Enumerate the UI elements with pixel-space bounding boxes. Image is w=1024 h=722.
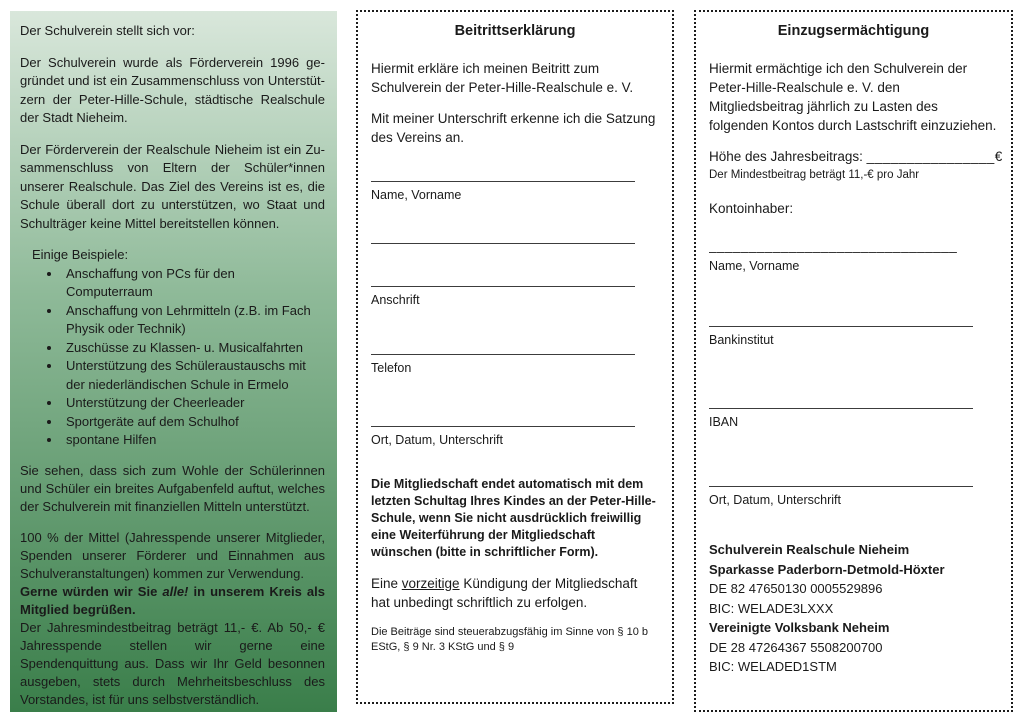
write-line-bank: [709, 326, 973, 327]
examples-title: Einige Beispiele:: [32, 247, 129, 262]
field-label-phone: Telefon: [371, 361, 412, 375]
bank-detail-line: BIC: WELADE3LXXX: [709, 600, 834, 616]
write-line-signature: [709, 486, 973, 487]
write-line-address-2: [371, 286, 635, 287]
field-label-iban: IBAN: [709, 415, 739, 429]
example-item: • Anschaffung von Lehrmitteln (z.B. im Fach Physik oder Technik): [62, 302, 325, 339]
example-item: • Zuschüsse zu Klassen- u. Musicalfahrten: [62, 339, 325, 358]
intro-paragraph-founding: Der Schulverein wurde als Förderverein 1996 gegründet und ist ein Zusammenschluss von Unterstützern der Peter-Hille-Schule, städtische Realschule der Stadt Nieheim.: [20, 54, 325, 125]
invite-text-suffix: in unserem Kreis als Mitglied begrüßen.: [20, 583, 325, 617]
membership-form-title: Beitrittserklärung: [454, 23, 576, 39]
bank-detail-line: Schulverein Realschule Nieheim: [709, 542, 910, 557]
invite-text-emphasis: alle!: [162, 583, 189, 599]
cancellation-text-suffix: Kündigung der Mitgliedschaft hat unbedingt schriftlich zu erfolgen.: [371, 575, 638, 610]
field-label-name: Name, Vorname: [709, 259, 800, 273]
cancellation-text-underlined: vorzeitige: [401, 575, 460, 591]
fee-paragraph: Der Jahresmindestbeitrag beträgt 11,- €. Ab 50,- € Jahresspende stellen wir gerne eine Spendenquittung aus. Dass wir Ihr Geld besonnen ausgeben, stets durch Mehrheitsbeschluss des Vorstandes, ist für uns selbstverständlich.: [20, 619, 325, 707]
membership-declaration-panel: [356, 10, 674, 704]
bank-detail-line: DE 82 47650130 0005529896: [709, 581, 883, 596]
membership-signature-text: Mit meiner Unterschrift erkenne ich die Satzung des Vereins an.: [371, 111, 656, 145]
invite-paragraph: [20, 583, 325, 619]
annual-fee-blank: ________________: [866, 149, 995, 164]
example-item: • Anschaffung von PCs für den Computerraum: [62, 265, 325, 302]
examples-list: [20, 265, 325, 450]
field-label-address: Anschrift: [371, 293, 420, 307]
tax-deduction-note: Die Beiträge sind steuerabzugsfähig im Sinne von § 10 b EStG, § 9 Nr. 3 KStG und § 9: [371, 626, 649, 653]
association-intro-panel: [10, 11, 337, 712]
intro-paragraph-purpose: Der Förderverein der Realschule Nieheim ist ein Zusammenschluss von Eltern der Schüler*innen unserer Realschule. Das Ziel des Vereins ist es, die Schule überall dort zu unterstützen, wo Staat und Schulträger keine Mittel bereitstellen können.: [20, 141, 325, 231]
intro-title: Der Schulverein stellt sich vor:: [20, 23, 195, 38]
example-item: • Sportgeräte auf dem Schulhof: [62, 413, 325, 432]
membership-declaration-text: Hiermit erkläre ich meinen Beitritt zum Schulverein der Peter-Hille-Realschule e. V.: [371, 61, 634, 95]
summary-paragraph: Sie sehen, dass sich zum Wohle der Schülerinnen und Schüler ein breites Aufgabenfeld auftut, welches der Schulverein mit finanziellen Mitteln unterstützt.: [20, 462, 325, 514]
cancellation-note: [371, 574, 659, 612]
write-line-name: [371, 181, 635, 182]
annual-fee-row: [709, 147, 1003, 166]
bank-detail-line: DE 28 47264367 5508200700: [709, 639, 883, 655]
debit-authorization-text: Hiermit ermächtige ich den Schulverein der Peter-Hille-Realschule e. V. den Mitgliedsbeitrag jährlich zu Lasten des folgenden Kontos durch Lastschrift einzuziehen.: [709, 61, 997, 133]
debit-form-title: Einzugsermächtigung: [777, 23, 930, 39]
annual-fee-label: Höhe des Jahresbeitrags:: [709, 149, 867, 164]
bank-detail-line: BIC: WELADED1STM: [709, 659, 837, 674]
example-item: • spontane Hilfen: [62, 431, 325, 450]
field-label-signature: Ort, Datum, Unterschrift: [371, 433, 503, 447]
write-line-holder-name: _______________________________: [709, 238, 958, 253]
bank-details-block: [709, 540, 998, 677]
cancellation-text-prefix: Eine: [371, 575, 402, 591]
funds-paragraph: 100 % der Mittel (Jahresspende unserer Mitglieder, Spenden unserer Förderer und Einnahmen aus Schulveranstaltungen) kommen zur Verwendung.: [20, 529, 325, 581]
bank-detail-line: Sparkasse Paderborn-Detmold-Höxter: [709, 561, 945, 577]
direct-debit-panel: [694, 10, 1013, 712]
currency-symbol: €: [994, 149, 1003, 164]
write-line-phone: [371, 354, 635, 355]
field-label-bank: Bankinstitut: [709, 333, 774, 347]
invite-text-prefix: Gerne würden wir Sie: [20, 583, 163, 599]
account-holder-label: Kontoinhaber:: [709, 201, 794, 216]
write-line-address-1: [371, 243, 635, 244]
bank-detail-line: Vereinigte Volksbank Neheim: [709, 620, 890, 635]
membership-end-note: Die Mitgliedschaft endet automatisch mit dem letzten Schultag Ihres Kindes an der Peter-Hille-Schule, wenn Sie nicht ausdrücklich freiwillig eine Weiterführung der Mitgliedschaft wünschen (bitte in schriftlicher Form).: [371, 477, 656, 559]
field-label-name: Name, Vorname: [371, 188, 462, 202]
field-label-signature: Ort, Datum, Unterschrift: [709, 493, 841, 507]
write-line-iban: [709, 408, 973, 409]
write-line-signature: [371, 426, 635, 427]
example-item: • Unterstützung der Cheerleader: [62, 394, 325, 413]
example-item: • Unterstützung des Schüleraustauschs mit der niederländischen Schule in Ermelo: [62, 357, 325, 394]
minimum-fee-note: Der Mindestbeitrag beträgt 11,-€ pro Jahr: [709, 169, 920, 181]
